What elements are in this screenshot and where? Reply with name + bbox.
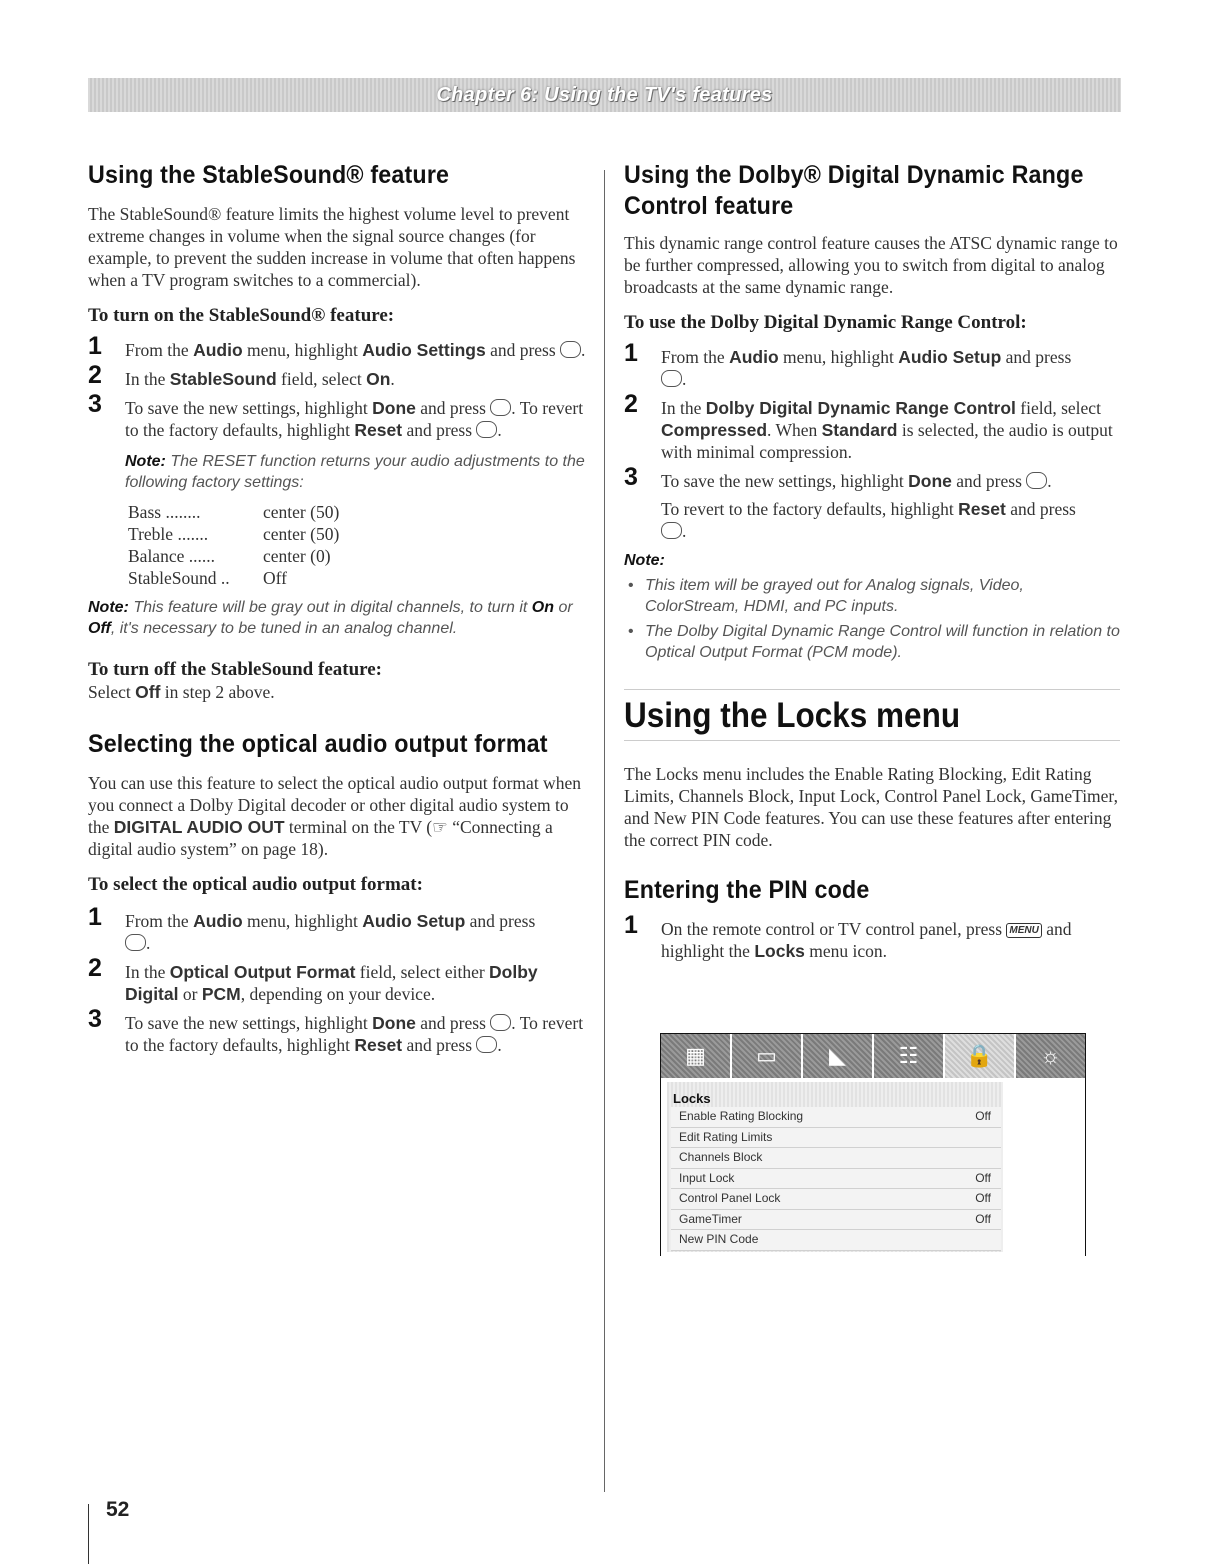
applications-menu-icon[interactable]: ☼ bbox=[1016, 1034, 1085, 1080]
tv-menu-row[interactable]: Enable Rating Blocking Off bbox=[671, 1107, 1001, 1128]
tv-menu-row[interactable]: Edit Rating Limits bbox=[671, 1128, 1001, 1149]
page-number-rule bbox=[88, 1504, 89, 1564]
enter-button-icon bbox=[661, 370, 682, 387]
stablesound-step-3: 3 To save the new settings, highlight Done and press . To revert to the factory defaults, highlight Reset and press . Note: The RESET function returns your audio adjustments to the following factory settings: Bass ........ center (50) Treble ....... center (50) Balance ...... center (0) StableSound .. Off bbox=[88, 397, 588, 589]
optical-title: Selecting the optical audio output format bbox=[88, 730, 548, 758]
dolby-step-2: 2 In the Dolby Digital Dynamic Range Control field, select Compressed. When Standard is selected, the audio is output with minimal compression. bbox=[624, 390, 1113, 462]
stablesound-step-1: 1 From the Audio menu, highlight Audio Settings and press . bbox=[88, 332, 586, 360]
tv-menu-row[interactable]: New PIN Code bbox=[671, 1230, 1001, 1251]
menu-button-icon: MENU bbox=[1006, 923, 1041, 938]
dolby-step-1: 1 From the Audio menu, highlight Audio Setup and press . bbox=[624, 339, 1072, 389]
stablesound-title: Using the StableSound® feature bbox=[88, 161, 450, 189]
left-column bbox=[88, 160, 588, 1056]
right-column bbox=[624, 160, 1120, 962]
enter-button-icon bbox=[661, 522, 682, 539]
pin-title: Entering the PIN code bbox=[624, 876, 870, 904]
enter-button-icon bbox=[125, 934, 146, 951]
tv-menu-icon-bar bbox=[661, 1034, 1085, 1080]
stablesound-step-2: 2 In the StableSound field, select On. bbox=[88, 361, 395, 389]
dolby-title: Using the Dolby® Digital Dynamic Range Control feature bbox=[624, 161, 1084, 220]
locks-title: Using the Locks menu bbox=[624, 696, 961, 735]
dolby-heading: To use the Dolby Digital Dynamic Range Control: bbox=[624, 312, 1027, 333]
setting-treble: Treble ....... center (50) bbox=[128, 524, 340, 544]
optical-step-2: 2 In the Optical Output Format field, select either Dolby Digital or PCM, depending on your device. bbox=[88, 954, 538, 1004]
tv-menu-row[interactable]: Control Panel Lock Off bbox=[671, 1189, 1001, 1210]
list-item: • The Dolby Digital Dynamic Range Control will function in relation to Optical Output Format (PCM mode). bbox=[624, 621, 1120, 663]
stablesound-gray-note: Note: This feature will be gray out in digital channels, to turn it On or Off, it's necessary to be tuned in an analog channel. bbox=[88, 599, 573, 637]
enter-button-icon bbox=[476, 421, 497, 438]
tv-locks-menu-screenshot bbox=[660, 1033, 1086, 1256]
stablesound-off-heading: To turn off the StableSound feature: bbox=[88, 659, 382, 680]
dolby-note-list bbox=[624, 575, 1120, 663]
dolby-intro: This dynamic range control feature causes the ATSC dynamic range to be further compressed, allowing you to switch from digital to analog broadcasts at the same dynamic range. bbox=[624, 233, 1118, 297]
pin-step-1: 1 On the remote control or TV control panel, press MENU and highlight the Locks menu icon. bbox=[624, 911, 1072, 961]
tv-panel-title: Locks bbox=[673, 1091, 711, 1106]
dolby-note-label: Note: bbox=[624, 552, 665, 569]
dolby-step-3: 3 To save the new settings, highlight Done and press . To revert to the factory defaults, highlight Reset and press . bbox=[624, 463, 1076, 541]
chapter-title: Chapter 6: Using the TV's features bbox=[436, 84, 773, 106]
setting-bass: Bass ........ center (50) bbox=[128, 502, 340, 522]
factory-settings-list bbox=[128, 501, 588, 589]
optical-step-3: 3 To save the new settings, highlight Done and press . To revert to the factory defaults, highlight Reset and press . bbox=[88, 1005, 584, 1055]
reference-icon: ☞ bbox=[432, 817, 448, 837]
list-item: • This item will be grayed out for Analog signals, Video, ColorStream, HDMI, and PC inputs. bbox=[624, 575, 1120, 617]
page-number: 52 bbox=[106, 1498, 130, 1521]
enter-button-icon bbox=[1026, 472, 1047, 489]
picture-menu-icon[interactable]: ▦ bbox=[661, 1034, 732, 1080]
tv-menu-row[interactable]: GameTimer Off bbox=[671, 1210, 1001, 1231]
locks-title-band bbox=[624, 689, 1120, 741]
column-divider bbox=[604, 170, 605, 1492]
setup-menu-icon[interactable]: ☷ bbox=[874, 1034, 945, 1080]
optical-heading: To select the optical audio output format: bbox=[88, 874, 423, 895]
audio-menu-icon[interactable]: ▭ bbox=[732, 1034, 803, 1080]
stablesound-intro: The StableSound® feature limits the highest volume level to prevent extreme changes in volume when the signal source changes (for example, to prevent the sudden increase in volume that often happens when a TV program switches to a commercial). bbox=[88, 204, 576, 290]
locks-intro: The Locks menu includes the Enable Rating Blocking, Edit Rating Limits, Channels Block, Input Lock, Control Panel Lock, GameTimer, and New PIN Code features. You can use these features after entering the correct PIN code. bbox=[624, 764, 1118, 850]
tv-menu-row[interactable]: Input Lock Off bbox=[671, 1169, 1001, 1190]
stablesound-off-text: Select Off in step 2 above. bbox=[88, 682, 275, 702]
tv-locks-panel bbox=[667, 1082, 1003, 1252]
enter-button-icon bbox=[560, 341, 581, 358]
stablesound-reset-note: Note: The RESET function returns your audio adjustments to the following factory settings: bbox=[125, 453, 585, 491]
enter-button-icon bbox=[476, 1036, 497, 1053]
setting-stablesound: StableSound .. Off bbox=[128, 568, 287, 588]
optical-step-1: 1 From the Audio menu, highlight Audio Setup and press . bbox=[88, 903, 536, 953]
optical-intro: You can use this feature to select the optical audio output format when you connect a Dolby Digital decoder or other digital audio system to the DIGITAL AUDIO OUT terminal on the TV (☞ “Connecting a digital audio system” on page 18). bbox=[88, 773, 581, 859]
lock-menu-icon[interactable]: 🔒 bbox=[945, 1034, 1016, 1080]
tv-menu-row[interactable]: Channels Block bbox=[671, 1148, 1001, 1169]
chapter-header bbox=[88, 78, 1121, 112]
enter-button-icon bbox=[490, 399, 511, 416]
enter-button-icon bbox=[490, 1014, 511, 1031]
setting-balance: Balance ...... center (0) bbox=[128, 546, 331, 566]
stablesound-on-heading: To turn on the StableSound® feature: bbox=[88, 305, 395, 326]
preferences-menu-icon[interactable]: ◣ bbox=[803, 1034, 874, 1080]
